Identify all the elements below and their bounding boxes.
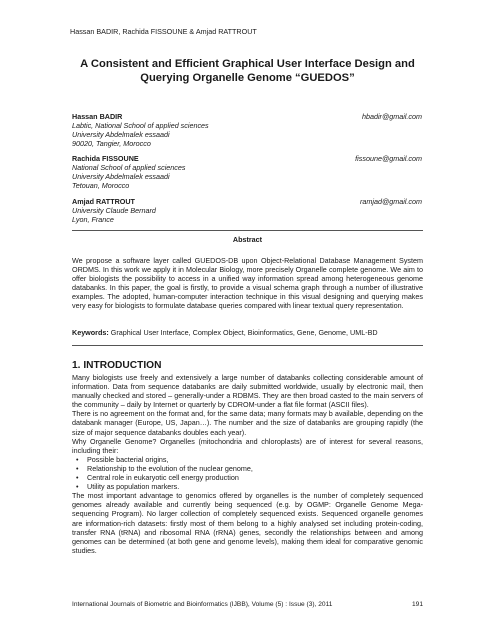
list-item <box>72 482 423 491</box>
author-affiliation-line: Labtic, National School of applied sciences <box>72 121 209 130</box>
author-email: hbadir@gmail.com <box>361 112 422 121</box>
author-3 <box>72 197 422 224</box>
list-item-text: Central role in eukaryotic cell energy production <box>87 473 239 483</box>
footer-journal: International Journals of Biometric and Bioinformatics (IJBB), Volume (5) : Issue (3), 2011 <box>72 601 333 608</box>
section-title: 1. INTRODUCTION <box>72 360 162 371</box>
list-item-text: Possible bacterial origins, <box>87 454 169 464</box>
author-affiliation-line: Lyon, France <box>72 215 114 224</box>
list-item-text: Utility as population markers. <box>87 482 180 492</box>
running-head: Hassan BADIR, Rachida FISSOUNE & Amjad RATTROUT <box>70 27 257 36</box>
bullet-icon: • <box>76 473 79 483</box>
paper-title <box>60 57 435 85</box>
footer <box>72 601 423 608</box>
intro-paragraph-4: The most important advantage to genomics offered by organelles is the number of completely sequenced genomes already available and currently being sequenced (e.g. by OGMP: Organelle Genome Mega-sequencing Program). No larger collection of completely sequenced exists. Sequenced organelle genomes are information-rich datasets: firstly most of them belong to a highly analysed set including protein-coding, transfer RNA (tRNA) and ribosomal RNA (rRNA) genes, secondly the relationships between and among genomes can be determined (at both gene and genome levels), making them ideal for comparative genomic studies. <box>72 491 423 555</box>
author-2 <box>72 154 422 190</box>
author-name: Rachida FISSOUNE <box>72 154 139 163</box>
author-email: fissoune@gmail.com <box>355 154 422 163</box>
keywords <box>72 328 423 337</box>
list-item <box>72 455 423 464</box>
page-number: 191 <box>411 601 423 608</box>
intro-paragraph-3: Why Organelle Genome? Organelles (mitochondria and chloroplasts) are of interest for several reasons, including their: <box>72 436 423 455</box>
author-name: Amjad RATTROUT <box>72 197 135 206</box>
list-item <box>72 473 423 482</box>
author-affiliation-line: 90020, Tangier, Morocco <box>72 139 151 148</box>
paper-title-line-2: Querying Organelle Genome “GUEDOS” <box>140 72 355 84</box>
paper-title-line-1: A Consistent and Efficient Graphical User Interface Design and <box>80 58 415 70</box>
abstract-top-rule <box>72 230 423 231</box>
intro-body <box>72 373 423 555</box>
abstract-heading: Abstract <box>232 235 263 244</box>
author-affiliation-line: University Claude Bernard <box>72 206 156 215</box>
intro-paragraph-1: Many biologists use freely and extensively a large number of databanks collecting considerable amount of information. Data from sequence databanks are daily submitted worldwide, usually by electronic mail, then manually checked and stored – generally-under a RDBMS. They are then broad casted to the main servers of the community – daily by Internet or quarterly by CDROM-under a flat file format (ASCII files). <box>72 373 423 410</box>
keywords-label: Keywords: <box>72 328 109 337</box>
author-name: Hassan BADIR <box>72 112 123 121</box>
bullet-icon: • <box>76 482 79 492</box>
intro-paragraph-2: There is no agreement on the format and, for the same data; many formats may b available, depending on the databank manager (Europe, US, Japan…). The number and the size of databanks are grouping rapidly (the size of major sequence databanks doubles each year). <box>72 409 423 437</box>
author-1 <box>72 112 422 148</box>
author-email: ramjad@gmail.com <box>359 197 422 206</box>
bullet-icon: • <box>76 454 79 464</box>
list-item-text: Relationship to the evolution of the nuclear genome, <box>87 463 253 473</box>
keywords-text: Graphical User Interface, Complex Object, Bioinformatics, Gene, Genome, UML-BD <box>108 328 378 337</box>
author-affiliation-line: Tetouan, Morocco <box>72 181 130 190</box>
bullet-list <box>72 455 423 491</box>
bullet-icon: • <box>76 463 79 473</box>
author-affiliation-line: University Abdelmalek essaadi <box>72 130 170 139</box>
list-item <box>72 464 423 473</box>
abstract-text: We propose a software layer called GUEDOS-DB upon Object-Relational Database Management System ORDMS. In this work we apply it in Molecular Biology, more precisely Organelle complete genome. We aim to offer biologists the possibility to access in a unified way information spread among heterogeneous genome databanks. In this paper, the goal is firstly, to provide a visual schema graph through a number of illustrative examples. The adopted, human-computer interaction technique in this visual designing and querying makes very easy for biologists to formulate database queries compared with linear textual query representation. <box>72 256 423 311</box>
abstract-bottom-rule <box>72 345 423 346</box>
author-affiliation-line: National School of applied sciences <box>72 163 186 172</box>
author-affiliation-line: University Abdelmalek essaadi <box>72 172 170 181</box>
